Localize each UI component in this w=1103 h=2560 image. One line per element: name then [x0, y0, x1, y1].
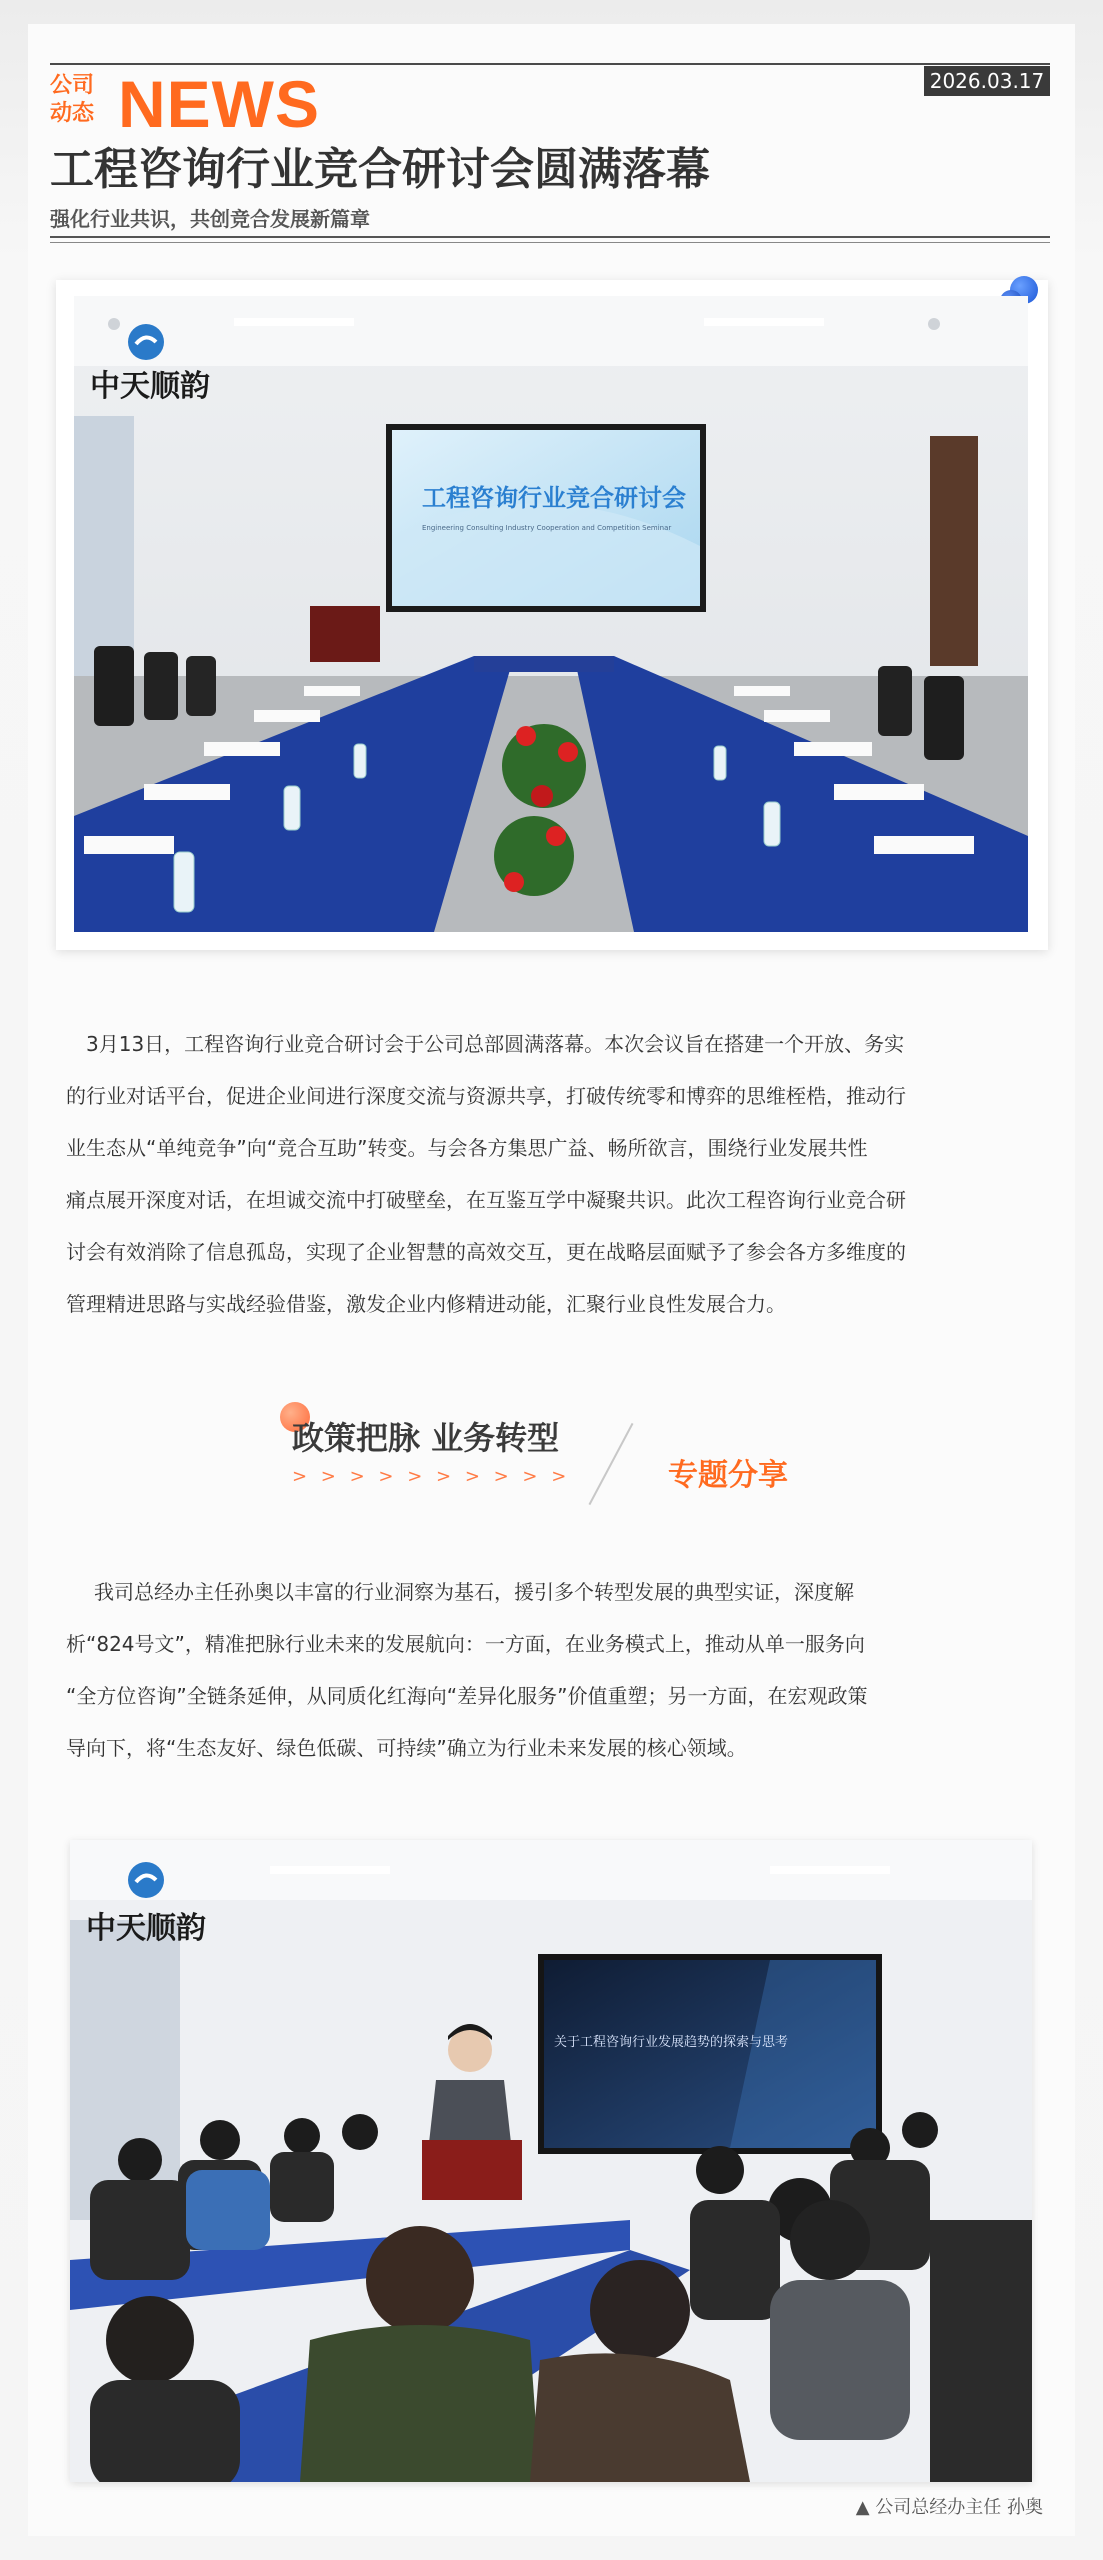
section-arrows: > > > > > > > > > >	[292, 1466, 571, 1487]
paragraph-line: 管理精进思路与实战经验借鉴，激发企业内修精进动能，汇聚行业良性发展合力。	[66, 1292, 786, 1316]
screen-title: 关于工程咨询行业发展趋势的探索与思考	[554, 2035, 789, 2050]
publish-date: 2026.03.17	[924, 66, 1050, 96]
photo-caption: ▲ 公司总经办主任 孙奥	[855, 2497, 1043, 2518]
speaker-photo	[70, 1840, 1032, 2482]
article-title: 工程咨询行业竞合研讨会圆满落幕	[50, 144, 710, 195]
meeting-room-photo	[74, 296, 1028, 932]
logo-text: 中天顺韵	[90, 369, 210, 404]
paragraph-line: 业生态从“单纯竞争”向“竞合互助”转变。与会各方集思广益、畅所欲言，围绕行业发展共性	[66, 1136, 868, 1160]
paragraph-line: 析“824号文”，精准把脉行业未来的发展航向：一方面，在业务模式上，推动从单一服务向	[66, 1632, 865, 1656]
paragraph-line: 痛点展开深度对话，在坦诚交流中打破壁垒，在互鉴互学中凝聚共识。此次工程咨询行业竞合研	[66, 1188, 906, 1212]
screen-title: 工程咨询行业竞合研讨会	[422, 484, 686, 512]
logo-text: 中天顺韵	[86, 1911, 206, 1946]
category-tag: 公司动态	[50, 73, 95, 126]
paragraph-line: 的行业对话平台，促进企业间进行深度交流与资源共享，打破传统零和博弈的思维桎梏，推动行	[66, 1084, 906, 1108]
paragraph-line: 我司总经办主任孙奥以丰富的行业洞察为基石，援引多个转型发展的典型实证，深度解	[94, 1580, 854, 1604]
paragraph-line: “全方位咨询”全链条延伸，从同质化红海向“差异化服务”价值重塑；另一方面，在宏观政策	[66, 1684, 868, 1708]
section-title: 政策把脉 业务转型	[292, 1419, 560, 1457]
section-label: 专题分享	[668, 1458, 788, 1493]
header-rule-thin	[50, 242, 1050, 243]
intro-paragraph	[66, 1018, 1026, 1330]
paragraph-line: 3月13日，工程咨询行业竞合研讨会于公司总部圆满落幕。本次会议旨在搭建一个开放、务实	[86, 1032, 905, 1056]
paragraph-line: 讨会有效消除了信息孤岛，实现了企业智慧的高效交互，更在战略层面赋予了参会各方多维度的	[66, 1240, 906, 1264]
article-subtitle: 强化行业共识，共创竞合发展新篇章	[50, 207, 370, 231]
header-rule	[50, 236, 1050, 238]
news-heading: NEWS	[118, 67, 320, 141]
speech-paragraph	[66, 1566, 1026, 1774]
paragraph-line: 导向下，将“生态友好、绿色低碳、可持续”确立为行业未来发展的核心领域。	[66, 1736, 747, 1760]
screen-subtitle: Engineering Consulting Industry Cooperation and Competition Seminar	[422, 524, 672, 532]
